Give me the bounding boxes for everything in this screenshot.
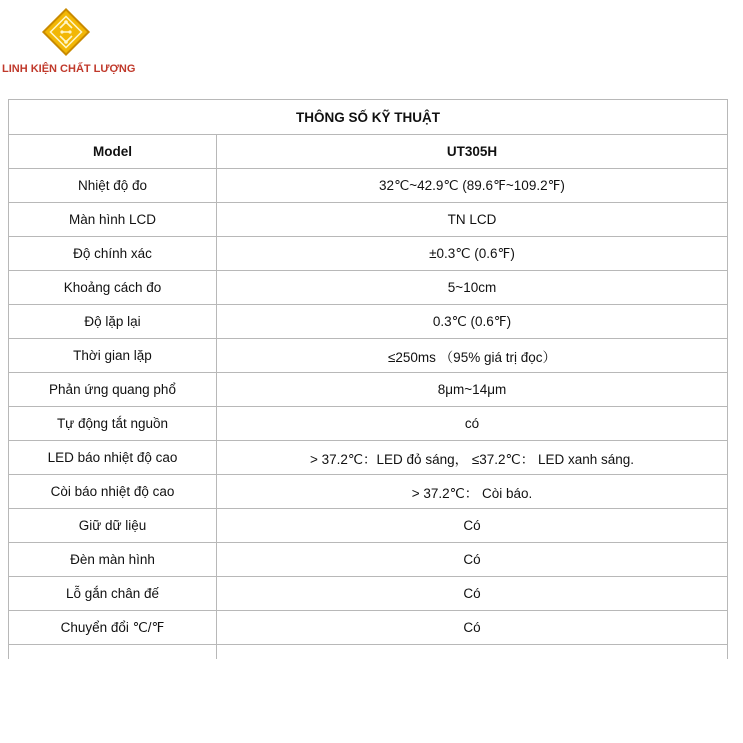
table-title-row [9, 100, 728, 135]
table-row [9, 305, 728, 339]
table-header-row [9, 135, 728, 169]
row-label: Giữ dữ liệu [9, 509, 217, 543]
row-value: > 37.2℃：LED đỏ sáng， ≤37.2℃： LED xanh sáng. [217, 441, 728, 475]
table-row [9, 475, 728, 509]
spec-table [8, 99, 728, 659]
table-row [9, 339, 728, 373]
table-row [9, 373, 728, 407]
table-row [9, 407, 728, 441]
row-label: Phản ứng quang phổ [9, 373, 217, 407]
row-label: Khoảng cách đo [9, 271, 217, 305]
row-value: 8μm~14μm [217, 373, 728, 407]
row-label: Tự động tắt nguồn [9, 407, 217, 441]
table-row-trailing [9, 645, 728, 660]
row-label: Lỗ gắn chân đế [9, 577, 217, 611]
row-label: Đèn màn hình [9, 543, 217, 577]
table-row [9, 169, 728, 203]
table-title: THÔNG SỐ KỸ THUẬT [9, 100, 728, 135]
table-row [9, 271, 728, 305]
row-value: Có [217, 577, 728, 611]
row-value: 5~10cm [217, 271, 728, 305]
table-row [9, 577, 728, 611]
table-row [9, 237, 728, 271]
brand-name: LINH KIỆN CHẤT LƯỢNG [2, 63, 136, 75]
row-label: Độ chính xác [9, 237, 217, 271]
circuit-chip-logo-icon [38, 4, 94, 60]
header-model-value: UT305H [217, 135, 728, 169]
row-value: TN LCD [217, 203, 728, 237]
row-value: Có [217, 509, 728, 543]
row-value: ≤250ms （95% giá trị đọc） [217, 339, 728, 373]
row-label: Còi báo nhiệt độ cao [9, 475, 217, 509]
row-value: Có [217, 611, 728, 645]
row-label: Nhiệt độ đo [9, 169, 217, 203]
row-value: Có [217, 543, 728, 577]
row-value: 32℃~42.9℃ (89.6℉~109.2℉) [217, 169, 728, 203]
row-label: Màn hình LCD [9, 203, 217, 237]
row-label: Độ lặp lại [9, 305, 217, 339]
row-label: Thời gian lặp [9, 339, 217, 373]
table-row [9, 611, 728, 645]
table-row [9, 509, 728, 543]
table-row [9, 203, 728, 237]
row-label: LED báo nhiệt độ cao [9, 441, 217, 475]
row-value: 0.3℃ (0.6℉) [217, 305, 728, 339]
row-value: ±0.3℃ (0.6℉) [217, 237, 728, 271]
row-value: > 37.2℃： Còi báo. [217, 475, 728, 509]
row-value: có [217, 407, 728, 441]
table-row [9, 543, 728, 577]
header-model-label: Model [9, 135, 217, 169]
row-label: Chuyển đổi ℃/℉ [9, 611, 217, 645]
table-row [9, 441, 728, 475]
